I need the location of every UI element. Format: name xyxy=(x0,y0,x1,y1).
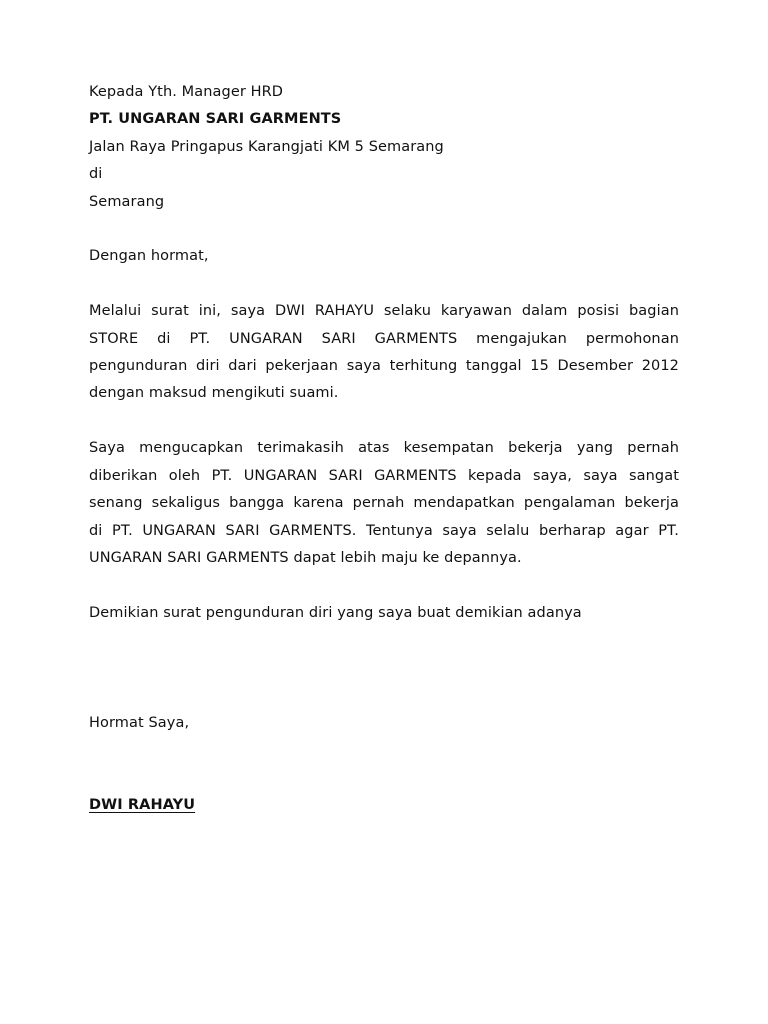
paragraph-1-line: STORE di PT. UNGARAN SARI GARMENTS mengajukan permohonan xyxy=(89,331,679,347)
paragraph-2-line: senang sekaligus bangga karena pernah mendapatkan pengalaman bekerja xyxy=(89,495,679,511)
paragraph-2-line: di PT. UNGARAN SARI GARMENTS. Tentunya saya selalu berharap agar PT. xyxy=(89,523,679,539)
recipient-preposition: di xyxy=(89,166,103,182)
recipient-company: PT. UNGARAN SARI GARMENTS xyxy=(89,111,342,127)
closing: Hormat Saya, xyxy=(89,715,190,731)
paragraph-1-line: dengan maksud mengikuti suami. xyxy=(89,385,339,401)
recipient-address: Jalan Raya Pringapus Karangjati KM 5 Semarang xyxy=(89,139,444,155)
recipient-line: Kepada Yth. Manager HRD xyxy=(89,84,284,100)
paragraph-2-line: diberikan oleh PT. UNGARAN SARI GARMENTS kepada saya, saya sangat xyxy=(89,468,679,484)
paragraph-3: Demikian surat pengunduran diri yang saya buat demikian adanya xyxy=(89,605,582,621)
paragraph-1-line: Melalui surat ini, saya DWI RAHAYU selaku karyawan dalam posisi bagian xyxy=(89,303,679,319)
paragraph-1-line: pengunduran diri dari pekerjaan saya terhitung tanggal 15 Desember 2012 xyxy=(89,358,679,374)
paragraph-2-line: UNGARAN SARI GARMENTS dapat lebih maju ke depannya. xyxy=(89,550,522,566)
signature-name: DWI RAHAYU xyxy=(89,797,196,813)
recipient-city: Semarang xyxy=(89,194,165,210)
paragraph-2-line: Saya mengucapkan terimakasih atas kesempatan bekerja yang pernah xyxy=(89,440,679,456)
salutation: Dengan hormat, xyxy=(89,248,209,264)
